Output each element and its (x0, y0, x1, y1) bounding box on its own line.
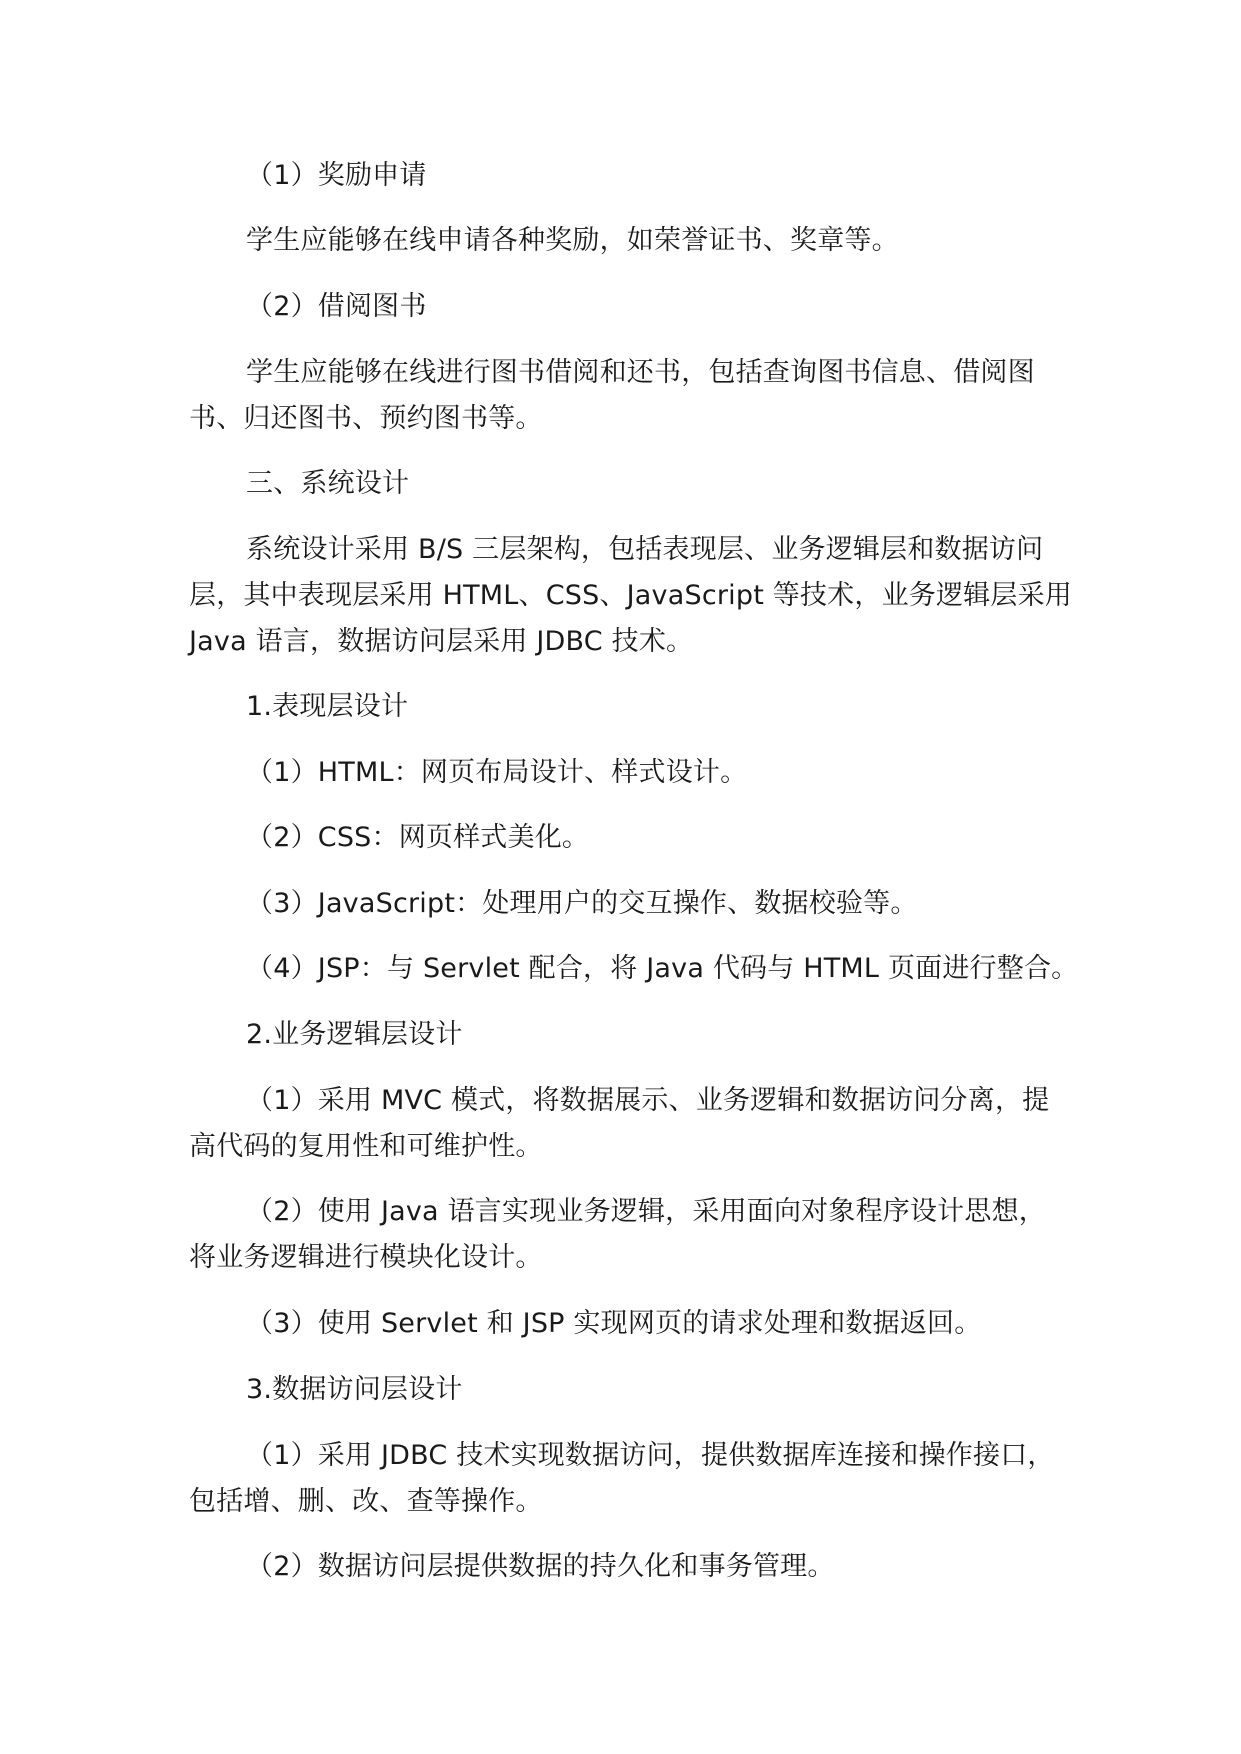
text-line: 1.表现层设计 (246, 691, 409, 722)
text-line: （1）HTML：网页布局设计、样式设计。 (246, 757, 748, 788)
text-line: 高代码的复用性和可维护性。 (189, 1131, 543, 1162)
heading-business-logic-layer (189, 1012, 1037, 1058)
item-mvc (189, 1078, 1050, 1170)
text-line: 三、系统设计 (246, 468, 410, 499)
text-line: 层，其中表现层采用 HTML、CSS、JavaScript 等技术，业务逻辑层采用 (189, 580, 1072, 611)
text-line: 学生应能够在线进行图书借阅和还书，包括查询图书信息、借阅图 (246, 357, 1035, 388)
subheading-borrow-books (189, 284, 1037, 330)
item-jdbc (189, 1433, 1055, 1525)
paragraph-reward-application (189, 218, 1037, 264)
text-line: （3）使用 Servlet 和 JSP 实现网页的请求处理和数据返回。 (246, 1308, 982, 1339)
text-line: Java 语言，数据访问层采用 JDBC 技术。 (189, 626, 694, 657)
text-line: 2.业务逻辑层设计 (246, 1019, 463, 1050)
heading-presentation-layer (189, 684, 1037, 730)
text-line: 学生应能够在线申请各种奖励，如荣誉证书、奖章等。 (246, 225, 899, 256)
section-heading-system-design (189, 461, 1037, 507)
text-line: （2）数据访问层提供数据的持久化和事务管理。 (246, 1551, 835, 1582)
item-servlet-jsp (189, 1301, 1037, 1347)
text-line: 3.数据访问层设计 (246, 1374, 463, 1405)
text-line: （2）CSS：网页样式美化。 (246, 822, 590, 853)
item-persistence-transactions (189, 1544, 1037, 1590)
text-line: （1）奖励申请 (246, 160, 427, 191)
subheading-reward-application (189, 153, 1037, 199)
text-line: （4）JSP：与 Servlet 配合，将 Java 代码与 HTML 页面进行整合。 (246, 953, 1079, 984)
text-line: 书、归还图书、预约图书等。 (189, 403, 543, 434)
text-line: （1）采用 MVC 模式，将数据展示、业务逻辑和数据访问分离，提 (246, 1085, 1050, 1116)
paragraph-system-design (189, 527, 1072, 665)
text-line: （2）借阅图书 (246, 291, 427, 322)
item-css (189, 815, 1037, 861)
text-line: 将业务逻辑进行模块化设计。 (189, 1242, 543, 1273)
text-line: （2）使用 Java 语言实现业务逻辑，采用面向对象程序设计思想， (246, 1196, 1046, 1227)
item-javascript (189, 881, 1037, 927)
heading-data-access-layer (189, 1367, 1037, 1413)
text-line: 包括增、删、改、查等操作。 (189, 1486, 543, 1517)
item-java-business-logic (189, 1189, 1046, 1281)
item-jsp (189, 946, 1079, 992)
item-html (189, 750, 1037, 796)
paragraph-borrow-books (189, 350, 1037, 442)
text-line: （3）JavaScript：处理用户的交互操作、数据校验等。 (246, 888, 918, 919)
text-line: （1）采用 JDBC 技术实现数据访问，提供数据库连接和操作接口， (246, 1440, 1055, 1471)
text-line: 系统设计采用 B/S 三层架构，包括表现层、业务逻辑层和数据访问 (246, 534, 1044, 565)
